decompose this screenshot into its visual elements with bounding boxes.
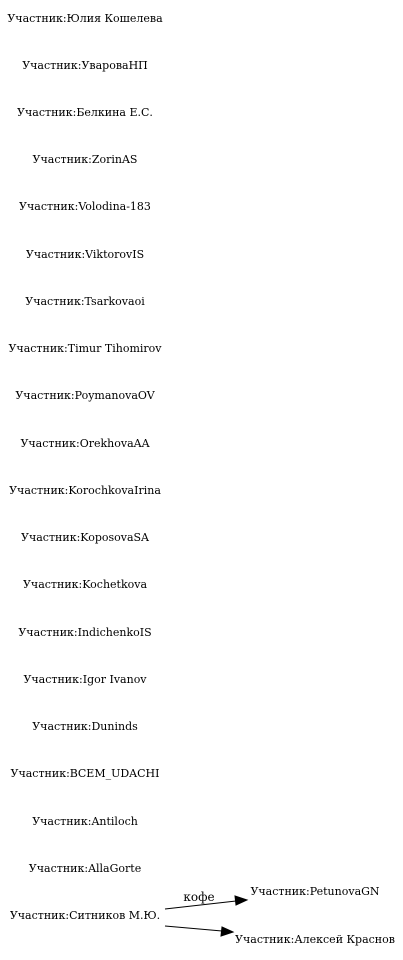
node-label-n6: Участник:Tsarkovaoi [25, 295, 145, 308]
node-label-n5: Участник:ViktorovIS [25, 248, 145, 261]
node-label-n7: Участник:Timur Tihomirov [8, 342, 162, 355]
node-label-n11: Участник:KoposovaSA [21, 531, 149, 544]
node-label-n18: Участник:AllaGorte [28, 862, 142, 875]
node-label-n8: Участник:PoymanovaOV [15, 389, 155, 402]
edge-n19-n20 [165, 890, 247, 909]
node-label-n2: Участник:Белкина Е.С. [17, 106, 153, 119]
node-label-n3: Участник:ZorinAS [32, 153, 138, 166]
edge-arrowhead [235, 896, 247, 905]
edge-line [165, 926, 222, 931]
node-label-n13: Участник:IndichenkoIS [18, 626, 152, 639]
node-labels [7, 12, 395, 946]
edge-arrowhead [221, 927, 233, 936]
node-label-n21: Участник:Алексей Краснов [235, 933, 395, 946]
node-label-n15: Участник:Duninds [32, 720, 138, 733]
node-label-n4: Участник:Volodina-183 [19, 200, 151, 213]
node-label-n20: Участник:PetunovaGN [250, 885, 380, 898]
node-label-n1: Участник:УвароваНП [22, 59, 148, 72]
node-label-n9: Участник:OrekhovaAA [20, 437, 150, 450]
node-label-n14: Участник:Igor Ivanov [23, 673, 147, 686]
edge-n19-n21 [165, 926, 233, 936]
node-label-n19: Участник:Ситников М.Ю. [9, 909, 161, 922]
node-label-n16: Участник:ВСЕМ_UDACHI [10, 767, 160, 780]
node-label-n10: Участник:KorochkovaIrina [9, 484, 161, 497]
edge-label: кофе [183, 890, 215, 904]
edges [165, 890, 247, 936]
node-label-n0: Участник:Юлия Кошелева [7, 12, 163, 25]
node-label-n12: Участник:Kochetkova [22, 578, 148, 591]
node-label-n17: Участник:Antiloch [32, 815, 138, 828]
